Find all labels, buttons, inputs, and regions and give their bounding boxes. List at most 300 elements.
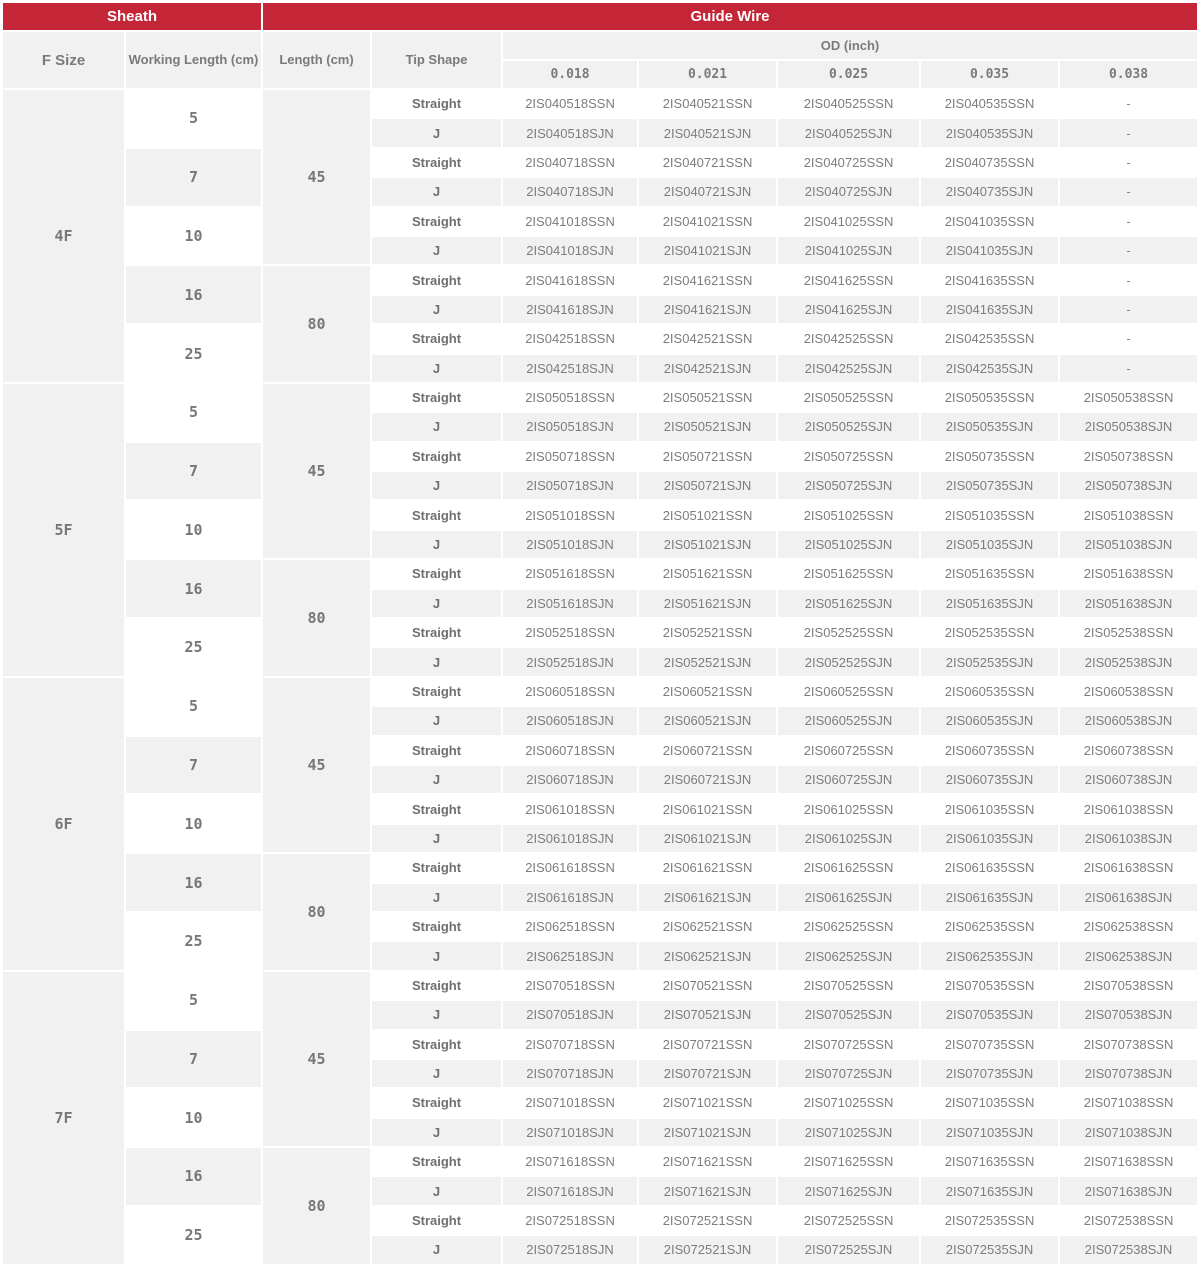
product-code-cell: 2IS071035SJN <box>921 1119 1058 1146</box>
tip-shape-cell: Straight <box>372 560 501 587</box>
tip-shape-cell: Straight <box>372 325 501 352</box>
product-code-cell: 2IS051625SSN <box>778 560 919 587</box>
product-code-cell: 2IS061038SJN <box>1060 825 1197 852</box>
product-code-cell: 2IS072535SSN <box>921 1207 1058 1234</box>
product-code-cell: 2IS060518SJN <box>503 707 637 734</box>
product-code-cell: 2IS041618SSN <box>503 266 637 293</box>
product-code-cell: 2IS040535SSN <box>921 90 1058 117</box>
product-code-cell: 2IS070735SJN <box>921 1060 1058 1087</box>
table-row <box>3 913 1197 940</box>
product-code-cell: 2IS051621SSN <box>639 560 776 587</box>
tip-shape-cell: J <box>372 1177 501 1204</box>
product-code-cell: 2IS071021SJN <box>639 1119 776 1146</box>
working-length-cell: 10 <box>126 1089 261 1146</box>
product-code-cell: 2IS051038SSN <box>1060 501 1197 528</box>
working-length-cell: 5 <box>126 384 261 441</box>
product-code-cell: 2IS040735SSN <box>921 149 1058 176</box>
table-row <box>3 90 1197 117</box>
length-cell: 80 <box>263 266 370 382</box>
product-code-cell: 2IS061025SSN <box>778 795 919 822</box>
working-length-cell: 5 <box>126 90 261 147</box>
product-code-table <box>1 1 1199 1266</box>
sheath-header: Sheath <box>3 3 261 30</box>
product-code-cell: 2IS060725SJN <box>778 766 919 793</box>
table-row <box>3 619 1197 646</box>
tip-shape-cell: J <box>372 178 501 205</box>
product-code-cell: 2IS071638SSN <box>1060 1148 1197 1175</box>
product-code-cell: 2IS072521SJN <box>639 1236 776 1263</box>
tip-shape-cell: J <box>372 472 501 499</box>
product-code-cell: 2IS040725SSN <box>778 149 919 176</box>
tip-shape-cell: J <box>372 825 501 852</box>
product-code-cell: 2IS052525SJN <box>778 648 919 675</box>
table-row <box>3 208 1197 235</box>
tip-shape-cell: Straight <box>372 443 501 470</box>
product-code-cell: 2IS060521SJN <box>639 707 776 734</box>
product-code-cell: 2IS041035SJN <box>921 237 1058 264</box>
product-code-cell: 2IS041018SSN <box>503 208 637 235</box>
product-code-cell: 2IS041018SJN <box>503 237 637 264</box>
product-code-cell: 2IS061635SSN <box>921 854 1058 881</box>
product-code-cell: 2IS052535SSN <box>921 619 1058 646</box>
working-length-cell: 25 <box>126 619 261 676</box>
product-code-cell: 2IS050535SJN <box>921 413 1058 440</box>
product-code-cell: 2IS060718SJN <box>503 766 637 793</box>
product-code-cell: 2IS071621SSN <box>639 1148 776 1175</box>
product-code-cell: 2IS071018SSN <box>503 1089 637 1116</box>
product-code-cell: 2IS071625SSN <box>778 1148 919 1175</box>
tip-shape-cell: J <box>372 1060 501 1087</box>
product-code-cell: 2IS040535SJN <box>921 119 1058 146</box>
length-cell: 80 <box>263 560 370 676</box>
product-code-cell: 2IS041021SJN <box>639 237 776 264</box>
product-code-cell: 2IS072521SSN <box>639 1207 776 1234</box>
table-row <box>3 325 1197 352</box>
product-code-cell: 2IS061621SSN <box>639 854 776 881</box>
product-code-cell: 2IS071025SSN <box>778 1089 919 1116</box>
product-code-cell: 2IS040735SJN <box>921 178 1058 205</box>
tip-shape-cell: J <box>372 355 501 382</box>
product-code-cell: 2IS070525SSN <box>778 972 919 999</box>
tip-shape-cell: Straight <box>372 501 501 528</box>
working-length-cell: 25 <box>126 1207 261 1264</box>
tip-shape-cell: Straight <box>372 854 501 881</box>
working-length-cell: 16 <box>126 1148 261 1205</box>
product-code-cell: 2IS040725SJN <box>778 178 919 205</box>
product-code-cell: 2IS061021SSN <box>639 795 776 822</box>
product-code-cell: 2IS040521SSN <box>639 90 776 117</box>
tip-shape-cell: J <box>372 531 501 558</box>
length-cell: 45 <box>263 90 370 264</box>
product-code-cell: 2IS041621SJN <box>639 296 776 323</box>
product-code-cell: 2IS050738SJN <box>1060 472 1197 499</box>
f-size-header: F Size <box>3 32 124 88</box>
tip-shape-cell: Straight <box>372 913 501 940</box>
tip-shape-cell: J <box>372 884 501 911</box>
product-code-cell: 2IS061018SJN <box>503 825 637 852</box>
product-code-cell: 2IS051638SJN <box>1060 590 1197 617</box>
product-code-cell: 2IS050725SSN <box>778 443 919 470</box>
product-code-cell: 2IS070535SJN <box>921 1001 1058 1028</box>
tip-shape-cell: J <box>372 590 501 617</box>
product-code-cell: 2IS051621SJN <box>639 590 776 617</box>
tip-shape-header: Tip Shape <box>372 32 501 88</box>
f-size-cell: 7F <box>3 972 124 1264</box>
working-length-cell: 16 <box>126 560 261 617</box>
product-code-cell: 2IS062521SJN <box>639 942 776 969</box>
product-code-cell: 2IS071035SSN <box>921 1089 1058 1116</box>
tip-shape-cell: Straight <box>372 795 501 822</box>
unavailable-cell: - <box>1060 296 1197 323</box>
product-code-cell: 2IS041625SJN <box>778 296 919 323</box>
product-code-cell: 2IS051638SSN <box>1060 560 1197 587</box>
length-cell: 45 <box>263 678 370 852</box>
product-code-cell: 2IS061618SSN <box>503 854 637 881</box>
product-code-cell: 2IS051035SSN <box>921 501 1058 528</box>
product-code-cell: 2IS040718SSN <box>503 149 637 176</box>
od-value-header: 0.018 <box>503 61 637 88</box>
product-code-cell: 2IS060721SJN <box>639 766 776 793</box>
product-code-cell: 2IS070518SJN <box>503 1001 637 1028</box>
product-code-cell: 2IS071038SJN <box>1060 1119 1197 1146</box>
unavailable-cell: - <box>1060 355 1197 382</box>
product-code-cell: 2IS060535SSN <box>921 678 1058 705</box>
product-code-cell: 2IS042521SJN <box>639 355 776 382</box>
product-code-cell: 2IS051038SJN <box>1060 531 1197 558</box>
product-code-cell: 2IS040518SSN <box>503 90 637 117</box>
product-code-cell: 2IS052525SSN <box>778 619 919 646</box>
working-length-cell: 5 <box>126 678 261 735</box>
table-body <box>3 90 1197 1264</box>
tip-shape-cell: Straight <box>372 1207 501 1234</box>
guide-wire-header: Guide Wire <box>263 3 1197 30</box>
tip-shape-cell: J <box>372 1119 501 1146</box>
product-code-cell: 2IS060725SSN <box>778 737 919 764</box>
working-length-cell: 16 <box>126 854 261 911</box>
product-code-cell: 2IS062525SJN <box>778 942 919 969</box>
product-code-cell: 2IS040721SJN <box>639 178 776 205</box>
table-row <box>3 266 1197 293</box>
working-length-cell: 5 <box>126 972 261 1029</box>
product-code-cell: 2IS061035SSN <box>921 795 1058 822</box>
product-code-cell: 2IS071635SJN <box>921 1177 1058 1204</box>
product-code-cell: 2IS042535SJN <box>921 355 1058 382</box>
product-code-cell: 2IS040718SJN <box>503 178 637 205</box>
product-code-cell: 2IS040521SJN <box>639 119 776 146</box>
unavailable-cell: - <box>1060 90 1197 117</box>
product-code-cell: 2IS051035SJN <box>921 531 1058 558</box>
product-code-cell: 2IS041635SSN <box>921 266 1058 293</box>
product-code-cell: 2IS070538SSN <box>1060 972 1197 999</box>
product-code-cell: 2IS060518SSN <box>503 678 637 705</box>
product-code-cell: 2IS070725SSN <box>778 1031 919 1058</box>
product-code-cell: 2IS070721SJN <box>639 1060 776 1087</box>
product-code-cell: 2IS070738SSN <box>1060 1031 1197 1058</box>
product-code-cell: 2IS060738SJN <box>1060 766 1197 793</box>
length-cell: 45 <box>263 384 370 558</box>
product-code-cell: 2IS072518SJN <box>503 1236 637 1263</box>
working-length-cell: 7 <box>126 443 261 500</box>
product-code-cell: 2IS051618SSN <box>503 560 637 587</box>
product-code-cell: 2IS050525SSN <box>778 384 919 411</box>
table-row <box>3 1089 1197 1116</box>
od-value-header: 0.021 <box>639 61 776 88</box>
table-row <box>3 149 1197 176</box>
product-code-cell: 2IS061035SJN <box>921 825 1058 852</box>
product-code-cell: 2IS062518SJN <box>503 942 637 969</box>
product-code-cell: 2IS072518SSN <box>503 1207 637 1234</box>
product-code-cell: 2IS040525SJN <box>778 119 919 146</box>
working-length-cell: 7 <box>126 737 261 794</box>
product-code-cell: 2IS051021SSN <box>639 501 776 528</box>
length-cell: 80 <box>263 854 370 970</box>
product-code-cell: 2IS050518SSN <box>503 384 637 411</box>
table-row <box>3 854 1197 881</box>
product-code-cell: 2IS052538SJN <box>1060 648 1197 675</box>
product-code-cell: 2IS070738SJN <box>1060 1060 1197 1087</box>
working-length-cell: 10 <box>126 795 261 852</box>
working-length-cell: 7 <box>126 149 261 206</box>
length-cell: 45 <box>263 972 370 1146</box>
tip-shape-cell: J <box>372 1001 501 1028</box>
product-code-cell: 2IS050518SJN <box>503 413 637 440</box>
table-row <box>3 1031 1197 1058</box>
table-row <box>3 560 1197 587</box>
product-code-cell: 2IS050718SSN <box>503 443 637 470</box>
product-code-cell: 2IS070718SJN <box>503 1060 637 1087</box>
product-code-cell: 2IS070721SSN <box>639 1031 776 1058</box>
product-code-cell: 2IS050718SJN <box>503 472 637 499</box>
product-code-cell: 2IS041025SSN <box>778 208 919 235</box>
product-code-cell: 2IS070725SJN <box>778 1060 919 1087</box>
product-code-cell: 2IS042535SSN <box>921 325 1058 352</box>
product-code-cell: 2IS051025SSN <box>778 501 919 528</box>
length-cell: 80 <box>263 1148 370 1264</box>
od-value-header: 0.035 <box>921 61 1058 88</box>
tip-shape-cell: Straight <box>372 208 501 235</box>
product-code-cell: 2IS050721SSN <box>639 443 776 470</box>
product-code-cell: 2IS072538SJN <box>1060 1236 1197 1263</box>
product-code-cell: 2IS041025SJN <box>778 237 919 264</box>
table-row <box>3 795 1197 822</box>
working-length-cell: 10 <box>126 208 261 265</box>
product-code-cell: 2IS050538SSN <box>1060 384 1197 411</box>
product-code-cell: 2IS060721SSN <box>639 737 776 764</box>
od-value-header: 0.025 <box>778 61 919 88</box>
product-code-cell: 2IS061018SSN <box>503 795 637 822</box>
product-code-cell: 2IS052518SSN <box>503 619 637 646</box>
product-code-cell: 2IS071018SJN <box>503 1119 637 1146</box>
product-code-cell: 2IS050535SSN <box>921 384 1058 411</box>
product-code-cell: 2IS071038SSN <box>1060 1089 1197 1116</box>
product-code-cell: 2IS071635SSN <box>921 1148 1058 1175</box>
product-code-cell: 2IS070538SJN <box>1060 1001 1197 1028</box>
product-code-cell: 2IS071621SJN <box>639 1177 776 1204</box>
product-code-cell: 2IS070518SSN <box>503 972 637 999</box>
product-code-cell: 2IS050725SJN <box>778 472 919 499</box>
product-code-cell: 2IS062525SSN <box>778 913 919 940</box>
product-code-cell: 2IS072525SJN <box>778 1236 919 1263</box>
product-code-cell: 2IS041621SSN <box>639 266 776 293</box>
table-row <box>3 443 1197 470</box>
product-code-cell: 2IS050525SJN <box>778 413 919 440</box>
tip-shape-cell: J <box>372 648 501 675</box>
tip-shape-cell: J <box>372 413 501 440</box>
tip-shape-cell: J <box>372 296 501 323</box>
product-code-cell: 2IS070521SJN <box>639 1001 776 1028</box>
product-code-cell: 2IS050738SSN <box>1060 443 1197 470</box>
product-code-cell: 2IS061638SSN <box>1060 854 1197 881</box>
product-code-cell: 2IS061638SJN <box>1060 884 1197 911</box>
product-code-cell: 2IS062538SSN <box>1060 913 1197 940</box>
table-row <box>3 1207 1197 1234</box>
product-code-cell: 2IS061038SSN <box>1060 795 1197 822</box>
product-code-cell: 2IS061621SJN <box>639 884 776 911</box>
unavailable-cell: - <box>1060 237 1197 264</box>
product-code-cell: 2IS060538SSN <box>1060 678 1197 705</box>
product-code-cell: 2IS072525SSN <box>778 1207 919 1234</box>
product-code-cell: 2IS061625SJN <box>778 884 919 911</box>
length-header: Length (cm) <box>263 32 370 88</box>
product-code-cell: 2IS041035SSN <box>921 208 1058 235</box>
product-code-cell: 2IS071638SJN <box>1060 1177 1197 1204</box>
product-code-cell: 2IS040721SSN <box>639 149 776 176</box>
product-code-cell: 2IS060735SJN <box>921 766 1058 793</box>
product-code-cell: 2IS050735SSN <box>921 443 1058 470</box>
product-code-cell: 2IS052521SSN <box>639 619 776 646</box>
product-code-cell: 2IS051625SJN <box>778 590 919 617</box>
product-code-cell: 2IS070535SSN <box>921 972 1058 999</box>
table-row <box>3 678 1197 705</box>
product-code-cell: 2IS051018SJN <box>503 531 637 558</box>
product-code-cell: 2IS072538SSN <box>1060 1207 1197 1234</box>
product-code-cell: 2IS050538SJN <box>1060 413 1197 440</box>
product-code-cell: 2IS061025SJN <box>778 825 919 852</box>
working-length-cell: 10 <box>126 501 261 558</box>
product-code-cell: 2IS062535SJN <box>921 942 1058 969</box>
product-code-cell: 2IS071618SSN <box>503 1148 637 1175</box>
product-code-cell: 2IS070525SJN <box>778 1001 919 1028</box>
working-length-cell: 16 <box>126 266 261 323</box>
product-code-cell: 2IS041618SJN <box>503 296 637 323</box>
unavailable-cell: - <box>1060 119 1197 146</box>
working-length-cell: 25 <box>126 325 261 382</box>
product-code-cell: 2IS050521SSN <box>639 384 776 411</box>
product-code-cell: 2IS051018SSN <box>503 501 637 528</box>
product-code-cell: 2IS052521SJN <box>639 648 776 675</box>
product-code-cell: 2IS062538SJN <box>1060 942 1197 969</box>
tip-shape-cell: J <box>372 766 501 793</box>
working-length-header: Working Length (cm) <box>126 32 261 88</box>
product-code-cell: 2IS060525SSN <box>778 678 919 705</box>
tip-shape-cell: Straight <box>372 1089 501 1116</box>
table-row <box>3 972 1197 999</box>
product-code-cell: 2IS070521SSN <box>639 972 776 999</box>
tip-shape-cell: Straight <box>372 266 501 293</box>
product-code-cell: 2IS042521SSN <box>639 325 776 352</box>
product-code-cell: 2IS071625SJN <box>778 1177 919 1204</box>
od-header: OD (inch) <box>503 32 1197 59</box>
product-code-cell: 2IS051635SJN <box>921 590 1058 617</box>
product-code-cell: 2IS051025SJN <box>778 531 919 558</box>
f-size-cell: 6F <box>3 678 124 970</box>
product-code-cell: 2IS042525SJN <box>778 355 919 382</box>
product-code-cell: 2IS052518SJN <box>503 648 637 675</box>
product-code-cell: 2IS061618SJN <box>503 884 637 911</box>
product-code-cell: 2IS051021SJN <box>639 531 776 558</box>
product-code-cell: 2IS050721SJN <box>639 472 776 499</box>
working-length-cell: 7 <box>126 1031 261 1088</box>
product-code-cell: 2IS041635SJN <box>921 296 1058 323</box>
product-code-cell: 2IS051618SJN <box>503 590 637 617</box>
tip-shape-cell: J <box>372 942 501 969</box>
product-code-cell: 2IS042518SSN <box>503 325 637 352</box>
product-code-cell: 2IS062535SSN <box>921 913 1058 940</box>
product-code-cell: 2IS060718SSN <box>503 737 637 764</box>
product-code-cell: 2IS061625SSN <box>778 854 919 881</box>
product-code-cell: 2IS050735SJN <box>921 472 1058 499</box>
product-code-cell: 2IS061635SJN <box>921 884 1058 911</box>
tip-shape-cell: Straight <box>372 1031 501 1058</box>
tip-shape-cell: J <box>372 1236 501 1263</box>
unavailable-cell: - <box>1060 266 1197 293</box>
tip-shape-cell: Straight <box>372 972 501 999</box>
tip-shape-cell: Straight <box>372 737 501 764</box>
product-code-cell: 2IS070735SSN <box>921 1031 1058 1058</box>
working-length-cell: 25 <box>126 913 261 970</box>
product-code-cell: 2IS060521SSN <box>639 678 776 705</box>
tip-shape-cell: Straight <box>372 384 501 411</box>
product-code-cell: 2IS070718SSN <box>503 1031 637 1058</box>
product-code-cell: 2IS071025SJN <box>778 1119 919 1146</box>
product-code-cell: 2IS061021SJN <box>639 825 776 852</box>
tip-shape-cell: J <box>372 237 501 264</box>
product-code-cell: 2IS042518SJN <box>503 355 637 382</box>
tip-shape-cell: Straight <box>372 678 501 705</box>
product-code-cell: 2IS051635SSN <box>921 560 1058 587</box>
tip-shape-cell: J <box>372 119 501 146</box>
product-code-cell: 2IS040518SJN <box>503 119 637 146</box>
unavailable-cell: - <box>1060 149 1197 176</box>
table-row <box>3 384 1197 411</box>
tip-shape-cell: J <box>372 707 501 734</box>
product-code-cell: 2IS060525SJN <box>778 707 919 734</box>
product-code-cell: 2IS060735SSN <box>921 737 1058 764</box>
product-code-cell: 2IS062521SSN <box>639 913 776 940</box>
unavailable-cell: - <box>1060 208 1197 235</box>
product-code-cell: 2IS052538SSN <box>1060 619 1197 646</box>
product-code-cell: 2IS042525SSN <box>778 325 919 352</box>
f-size-cell: 5F <box>3 384 124 676</box>
product-code-cell: 2IS062518SSN <box>503 913 637 940</box>
product-code-cell: 2IS052535SJN <box>921 648 1058 675</box>
product-code-cell: 2IS041625SSN <box>778 266 919 293</box>
product-code-cell: 2IS041021SSN <box>639 208 776 235</box>
unavailable-cell: - <box>1060 178 1197 205</box>
tip-shape-cell: Straight <box>372 149 501 176</box>
tip-shape-cell: Straight <box>372 619 501 646</box>
product-code-cell: 2IS071618SJN <box>503 1177 637 1204</box>
tip-shape-cell: Straight <box>372 90 501 117</box>
od-value-header: 0.038 <box>1060 61 1197 88</box>
product-code-cell: 2IS050521SJN <box>639 413 776 440</box>
product-code-cell: 2IS071021SSN <box>639 1089 776 1116</box>
tip-shape-cell: Straight <box>372 1148 501 1175</box>
product-code-cell: 2IS060738SSN <box>1060 737 1197 764</box>
unavailable-cell: - <box>1060 325 1197 352</box>
product-code-cell: 2IS060535SJN <box>921 707 1058 734</box>
table-row <box>3 737 1197 764</box>
